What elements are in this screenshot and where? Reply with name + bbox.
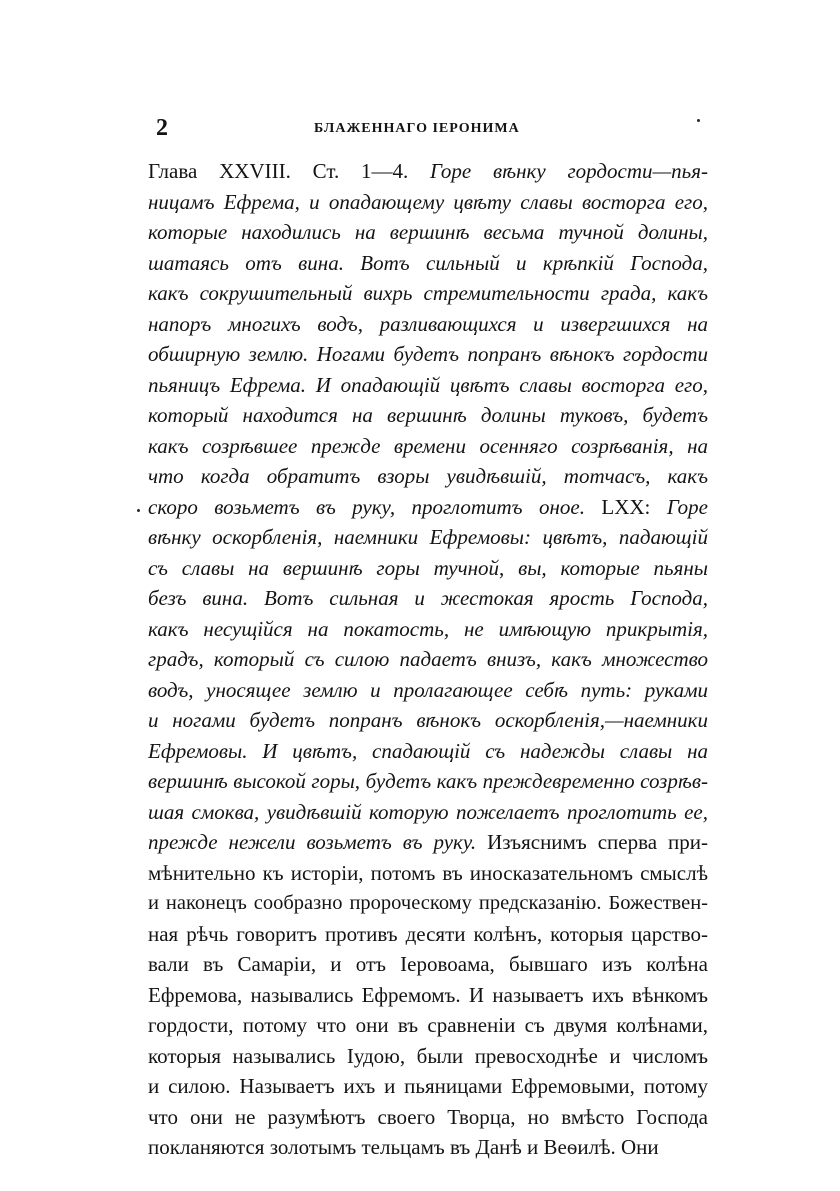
page-number: 2 xyxy=(156,115,168,141)
italic-text-segment: и ногами будетъ попранъ вѣнокъ оскорбленія,—наемники xyxy=(148,708,708,732)
text-segment: и наконецъ сообразно пророческому предсказанію. Божествен- xyxy=(148,892,708,914)
text-line xyxy=(148,1010,708,1041)
text-line xyxy=(148,1132,708,1163)
text-line xyxy=(148,675,708,706)
text-line xyxy=(148,370,708,401)
italic-text-segment: пьяницъ Ефрема. И опадающій цвѣтъ славы восторга его, xyxy=(148,372,708,397)
text-line xyxy=(148,1041,708,1072)
text-line xyxy=(148,553,708,584)
text-line xyxy=(148,1102,708,1133)
text-line xyxy=(148,919,708,950)
italic-text-segment: вѣнку оскорбленія, наемники Ефремовы: цвѣтъ, падающій xyxy=(148,525,708,549)
italic-text-segment: шая смоква, увидѣвшій которую пожелаетъ проглотить ее, xyxy=(148,799,708,824)
text-line xyxy=(148,583,708,614)
text-segment: покланяются золотымъ тельцамъ въ Данѣ и Веѳилѣ. Они xyxy=(148,1135,659,1159)
text-line xyxy=(148,522,708,553)
italic-text-segment: какъ созрѣвшее прежде времени осенняго созрѣванія, на xyxy=(148,433,708,458)
text-line xyxy=(148,278,708,309)
italic-text-segment: которые находились на вершинѣ весьма тучной долины, xyxy=(148,220,708,244)
text-line xyxy=(148,187,708,218)
body-text xyxy=(148,156,708,1163)
italic-text-segment: который находится на вершинѣ долины туковъ, будетъ xyxy=(148,403,708,427)
text-segment: которыя назывались Іудою, были превосходнѣе и числомъ xyxy=(148,1043,708,1068)
text-line xyxy=(148,248,708,279)
text-line xyxy=(148,888,708,919)
ink-speck xyxy=(137,509,140,512)
italic-text-segment: напоръ многихъ водъ, разливающихся и извергшихся на xyxy=(148,311,708,336)
italic-text-segment: градъ, который съ силою падаетъ внизъ, какъ множество xyxy=(148,647,708,671)
text-line xyxy=(148,644,708,675)
text-line xyxy=(148,156,708,187)
italic-text-segment: прежде нежели возьметъ въ руку. xyxy=(148,830,488,854)
italic-text-segment: Горе xyxy=(666,494,708,519)
text-line xyxy=(148,461,708,492)
text-line xyxy=(148,797,708,828)
text-line xyxy=(148,980,708,1011)
text-segment: Ефремова, назывались Ефремомъ. И называетъ ихъ вѣнкомъ xyxy=(148,982,708,1007)
text-segment: и силою. Называетъ ихъ и пьяницами Ефремовыми, потому xyxy=(148,1074,708,1098)
italic-text-segment: обширную землю. Ногами будетъ попранъ вѣнокъ гордости xyxy=(148,342,708,366)
text-line xyxy=(148,492,708,523)
text-line xyxy=(148,705,708,736)
italic-text-segment: Ефремовы. И цвѣтъ, спадающій съ надежды славы на xyxy=(148,738,708,763)
italic-text-segment: какъ несущійся на покатость, не имѣющую прикрытія, xyxy=(148,616,708,641)
text-segment: Изъяснимъ сперва при- xyxy=(487,830,708,854)
text-line xyxy=(148,431,708,462)
text-segment: LXX: xyxy=(601,494,667,519)
text-segment: ная рѣчь говоритъ противъ десяти колѣнъ, которыя царство- xyxy=(148,921,708,946)
text-segment: Глава XXVIII. Ст. 1—4. xyxy=(148,159,431,183)
text-line xyxy=(148,614,708,645)
text-line xyxy=(148,1071,708,1102)
text-line xyxy=(148,309,708,340)
page-header xyxy=(148,113,708,143)
text-segment: гордости, потому что они въ сравненіи съ двумя колѣнами, xyxy=(148,1013,708,1037)
italic-text-segment: безъ вина. Вотъ сильная и жестокая ярость Господа, xyxy=(148,586,708,610)
italic-text-segment: съ славы на вершинѣ горы тучной, вы, которые пьяны xyxy=(148,555,708,580)
text-segment: вали въ Самаріи, и отъ Іеровоама, бывшаго изъ колѣна xyxy=(148,952,708,976)
italic-text-segment: какъ сокрушительный вихрь стремительности града, какъ xyxy=(148,281,708,305)
text-line xyxy=(148,858,708,889)
italic-text-segment: вершинѣ высокой горы, будетъ какъ преждевременно созрѣв- xyxy=(148,769,708,793)
italic-text-segment: водъ, уносящее землю и пролагающее себѣ путь: руками xyxy=(148,677,708,702)
ink-speck xyxy=(697,119,700,122)
text-line xyxy=(148,949,708,980)
italic-text-segment: ницамъ Ефрема, и опадающему цвѣту славы восторга его, xyxy=(148,189,708,214)
italic-text-segment: скоро возьметъ въ руку, проглотитъ оное. xyxy=(148,494,602,519)
text-line xyxy=(148,766,708,797)
text-segment: мѣнительно къ исторіи, потомъ въ иносказательномъ смыслѣ xyxy=(148,860,708,885)
italic-text-segment: что когда обратитъ взоры увидѣвшій, тотчасъ, какъ xyxy=(148,464,708,488)
text-segment: что они не разумѣютъ своего Творца, но вмѣсто Господа xyxy=(148,1104,708,1129)
text-line xyxy=(148,736,708,767)
italic-text-segment: шатаясь отъ вина. Вотъ сильный и крѣпкій Господа, xyxy=(148,250,708,275)
running-title: БЛАЖЕННАГО ІЕРОНИМА xyxy=(314,121,520,136)
text-line xyxy=(148,400,708,431)
text-line xyxy=(148,827,708,858)
text-line xyxy=(148,339,708,370)
text-line xyxy=(148,217,708,248)
italic-text-segment: Горе вѣнку гордости—пья- xyxy=(430,159,708,183)
